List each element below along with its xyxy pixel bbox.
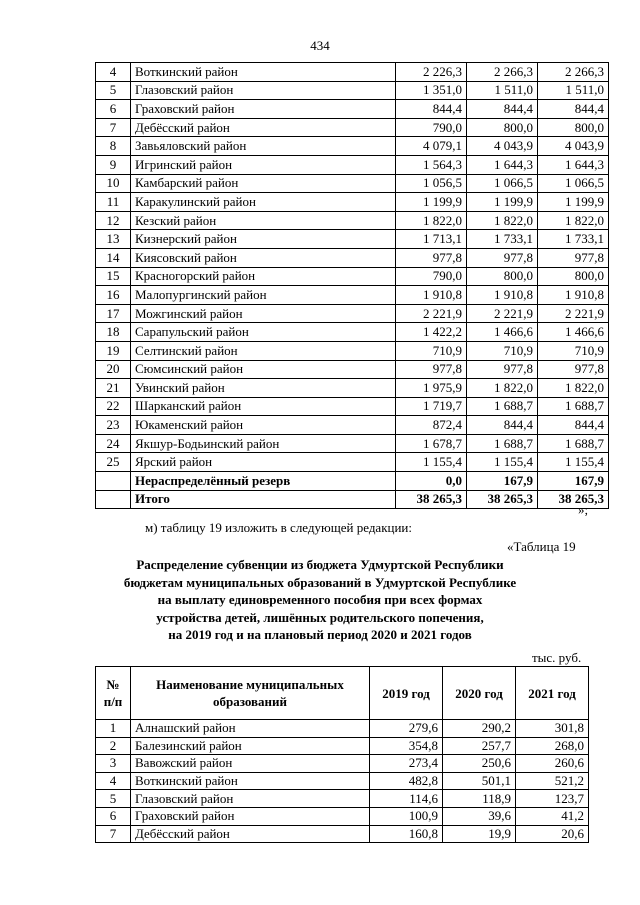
total-name: Итого	[131, 490, 396, 509]
row-value-2020: 800,0	[467, 118, 538, 137]
row-number: 20	[96, 360, 131, 379]
title-line: устройства детей, лишённых родительского попечения,	[156, 609, 484, 625]
table-row	[96, 211, 609, 230]
row-name: Дебёсский район	[131, 825, 370, 843]
allocation-table-continued	[95, 62, 609, 509]
row-number: 11	[96, 193, 131, 212]
row-value-2019: 790,0	[396, 267, 467, 286]
subvention-table-19	[95, 666, 589, 843]
row-value-2019: 790,0	[396, 118, 467, 137]
row-value-2021: 800,0	[538, 118, 609, 137]
row-value-2021: 844,4	[538, 100, 609, 119]
row-value-2020: 1 688,7	[467, 434, 538, 453]
row-name: Граховский район	[131, 807, 370, 825]
row-name: Шарканский район	[131, 397, 396, 416]
table-row	[96, 193, 609, 212]
row-value-2021: 4 043,9	[538, 137, 609, 156]
row-value-2019: 1 564,3	[396, 155, 467, 174]
table-row	[96, 118, 609, 137]
row-value-2019: 1 822,0	[396, 211, 467, 230]
row-number: 21	[96, 379, 131, 398]
row-name: Вавожский район	[131, 755, 370, 773]
row-number: 8	[96, 137, 131, 156]
row-value-2020: 501,1	[443, 772, 516, 790]
row-value-2020: 250,6	[443, 755, 516, 773]
title-line: на выплату единовременного пособия при всех формах	[157, 592, 483, 607]
row-value-2020: 1 733,1	[467, 230, 538, 249]
row-value-2021: 1 688,7	[538, 434, 609, 453]
table-row	[96, 248, 609, 267]
row-value-2020: 2 221,9	[467, 304, 538, 323]
row-value-2021: 20,6	[516, 825, 589, 843]
row-number: 9	[96, 155, 131, 174]
page-number: 434	[310, 38, 330, 53]
table-row	[96, 304, 609, 323]
row-value-2020: 1 644,3	[467, 155, 538, 174]
reserve-value-2021: 167,9	[538, 472, 609, 491]
row-value-2019: 1 422,2	[396, 323, 467, 342]
row-value-2020: 977,8	[467, 360, 538, 379]
row-value-2020: 1 822,0	[467, 379, 538, 398]
row-number: 14	[96, 248, 131, 267]
row-value-2020: 257,7	[443, 737, 516, 755]
row-number: 6	[96, 807, 131, 825]
row-value-2019: 977,8	[396, 360, 467, 379]
row-name: Кезский район	[131, 211, 396, 230]
row-value-2019: 114,6	[370, 790, 443, 808]
table-row	[96, 755, 589, 773]
row-value-2021: 710,9	[538, 341, 609, 360]
row-value-2020: 2 266,3	[467, 63, 538, 82]
total-number	[96, 490, 131, 509]
row-value-2019: 844,4	[396, 100, 467, 119]
table-row	[96, 155, 609, 174]
row-value-2019: 2 221,9	[396, 304, 467, 323]
row-value-2020: 1 688,7	[467, 397, 538, 416]
reserve-row	[96, 472, 609, 491]
row-name: Киясовский район	[131, 248, 396, 267]
row-value-2019: 273,4	[370, 755, 443, 773]
header-name: Наименование муниципальных образований	[131, 667, 370, 720]
row-value-2020: 1 910,8	[467, 286, 538, 305]
table-row	[96, 323, 609, 342]
row-name: Селтинский район	[131, 341, 396, 360]
row-name: Камбарский район	[131, 174, 396, 193]
row-name: Кизнерский район	[131, 230, 396, 249]
row-value-2019: 1 910,8	[396, 286, 467, 305]
row-value-2021: 977,8	[538, 360, 609, 379]
table-row	[96, 100, 609, 119]
row-value-2021: 1 822,0	[538, 379, 609, 398]
amendment-intro: м) таблицу 19 изложить в следующей редакции:	[145, 520, 413, 535]
row-value-2020: 844,4	[467, 100, 538, 119]
table-row	[96, 397, 609, 416]
row-value-2021: 1 155,4	[538, 453, 609, 472]
row-name: Красногорский район	[131, 267, 396, 286]
row-value-2019: 710,9	[396, 341, 467, 360]
row-value-2019: 4 079,1	[396, 137, 467, 156]
row-name: Балезинский район	[131, 737, 370, 755]
row-number: 10	[96, 174, 131, 193]
row-value-2021: 268,0	[516, 737, 589, 755]
row-number: 25	[96, 453, 131, 472]
row-number: 7	[96, 825, 131, 843]
row-name: Ярский район	[131, 453, 396, 472]
title-line: на 2019 год и на плановый период 2020 и 2021 годов	[168, 627, 472, 642]
row-name: Игринский район	[131, 155, 396, 174]
row-value-2020: 1 822,0	[467, 211, 538, 230]
closing-quote: »;	[578, 502, 589, 517]
row-value-2020: 118,9	[443, 790, 516, 808]
table-row	[96, 81, 609, 100]
table-row	[96, 416, 609, 435]
row-value-2021: 1 910,8	[538, 286, 609, 305]
row-value-2021: 1 466,6	[538, 323, 609, 342]
table-row	[96, 379, 609, 398]
total-value-2021: 38 265,3	[538, 490, 609, 509]
row-number: 4	[96, 772, 131, 790]
row-value-2019: 1 975,9	[396, 379, 467, 398]
title-line: бюджетам муниципальных образований в Удмуртской Республике	[123, 574, 517, 590]
row-value-2019: 1 351,0	[396, 81, 467, 100]
row-value-2020: 4 043,9	[467, 137, 538, 156]
row-value-2019: 1 713,1	[396, 230, 467, 249]
row-name: Можгинский район	[131, 304, 396, 323]
row-value-2021: 2 221,9	[538, 304, 609, 323]
header-number: № п/п	[96, 667, 131, 720]
row-value-2019: 1 719,7	[396, 397, 467, 416]
row-name: Юкаменский район	[131, 416, 396, 435]
row-number: 2	[96, 737, 131, 755]
row-value-2019: 977,8	[396, 248, 467, 267]
table-row	[96, 137, 609, 156]
row-number: 5	[96, 790, 131, 808]
table-row	[96, 772, 589, 790]
table-row	[96, 230, 609, 249]
table-row	[96, 790, 589, 808]
row-value-2019: 279,6	[370, 720, 443, 738]
reserve-value-2019: 0,0	[396, 472, 467, 491]
row-value-2021: 41,2	[516, 807, 589, 825]
row-number: 12	[96, 211, 131, 230]
row-number: 5	[96, 81, 131, 100]
row-value-2021: 301,8	[516, 720, 589, 738]
row-number: 7	[96, 118, 131, 137]
row-value-2021: 1 688,7	[538, 397, 609, 416]
row-name: Завьяловский район	[131, 137, 396, 156]
row-value-2020: 844,4	[467, 416, 538, 435]
reserve-number	[96, 472, 131, 491]
table-title	[60, 556, 580, 644]
header-2021: 2021 год	[516, 667, 589, 720]
table-row	[96, 286, 609, 305]
table-row	[96, 720, 589, 738]
row-number: 16	[96, 286, 131, 305]
row-value-2019: 354,8	[370, 737, 443, 755]
row-value-2020: 1 199,9	[467, 193, 538, 212]
row-value-2021: 800,0	[538, 267, 609, 286]
header-2019: 2019 год	[370, 667, 443, 720]
table-row	[96, 737, 589, 755]
table-label: «Таблица 19	[507, 539, 576, 554]
row-value-2020: 710,9	[467, 341, 538, 360]
table-row	[96, 807, 589, 825]
table-row	[96, 174, 609, 193]
row-value-2019: 1 155,4	[396, 453, 467, 472]
row-value-2019: 100,9	[370, 807, 443, 825]
row-value-2019: 1 678,7	[396, 434, 467, 453]
row-number: 23	[96, 416, 131, 435]
row-value-2019: 160,8	[370, 825, 443, 843]
row-name: Сюмсинский район	[131, 360, 396, 379]
row-value-2020: 800,0	[467, 267, 538, 286]
row-value-2021: 1 199,9	[538, 193, 609, 212]
row-value-2020: 1 466,6	[467, 323, 538, 342]
row-name: Глазовский район	[131, 790, 370, 808]
row-name: Граховский район	[131, 100, 396, 119]
row-name: Якшур-Бодьинский район	[131, 434, 396, 453]
reserve-name: Нераспределённый резерв	[131, 472, 396, 491]
table-row	[96, 63, 609, 82]
table-row	[96, 360, 609, 379]
row-value-2020: 290,2	[443, 720, 516, 738]
row-value-2019: 482,8	[370, 772, 443, 790]
row-name: Алнашский район	[131, 720, 370, 738]
row-number: 19	[96, 341, 131, 360]
row-value-2021: 1 066,5	[538, 174, 609, 193]
row-value-2021: 977,8	[538, 248, 609, 267]
header-2020: 2020 год	[443, 667, 516, 720]
row-value-2019: 1 199,9	[396, 193, 467, 212]
table-row	[96, 825, 589, 843]
row-value-2020: 1 155,4	[467, 453, 538, 472]
units-label: тыс. руб.	[532, 650, 582, 665]
total-value-2019: 38 265,3	[396, 490, 467, 509]
row-number: 3	[96, 755, 131, 773]
row-number: 18	[96, 323, 131, 342]
row-name: Глазовский район	[131, 81, 396, 100]
row-value-2021: 844,4	[538, 416, 609, 435]
row-value-2019: 872,4	[396, 416, 467, 435]
row-value-2020: 1 066,5	[467, 174, 538, 193]
row-number: 1	[96, 720, 131, 738]
row-value-2021: 1 644,3	[538, 155, 609, 174]
row-value-2021: 260,6	[516, 755, 589, 773]
row-number: 15	[96, 267, 131, 286]
row-number: 17	[96, 304, 131, 323]
row-value-2019: 1 056,5	[396, 174, 467, 193]
row-number: 13	[96, 230, 131, 249]
row-value-2021: 1 511,0	[538, 81, 609, 100]
row-value-2019: 2 226,3	[396, 63, 467, 82]
table-row	[96, 434, 609, 453]
row-value-2020: 1 511,0	[467, 81, 538, 100]
row-name: Каракулинский район	[131, 193, 396, 212]
title-line: Распределение субвенции из бюджета Удмуртской Республики	[136, 557, 504, 572]
row-name: Дебёсский район	[131, 118, 396, 137]
row-value-2021: 1 733,1	[538, 230, 609, 249]
row-value-2021: 2 266,3	[538, 63, 609, 82]
row-value-2021: 521,2	[516, 772, 589, 790]
total-row	[96, 490, 609, 509]
total-value-2020: 38 265,3	[467, 490, 538, 509]
row-number: 4	[96, 63, 131, 82]
reserve-value-2020: 167,9	[467, 472, 538, 491]
row-value-2021: 1 822,0	[538, 211, 609, 230]
row-value-2021: 123,7	[516, 790, 589, 808]
row-number: 24	[96, 434, 131, 453]
table-row	[96, 341, 609, 360]
row-value-2020: 39,6	[443, 807, 516, 825]
row-number: 22	[96, 397, 131, 416]
row-name: Малопургинский район	[131, 286, 396, 305]
header-row	[96, 667, 589, 720]
row-name: Воткинский район	[131, 772, 370, 790]
row-number: 6	[96, 100, 131, 119]
table-row	[96, 453, 609, 472]
table-row	[96, 267, 609, 286]
row-value-2020: 977,8	[467, 248, 538, 267]
row-name: Воткинский район	[131, 63, 396, 82]
row-name: Сарапульский район	[131, 323, 396, 342]
row-value-2020: 19,9	[443, 825, 516, 843]
row-name: Увинский район	[131, 379, 396, 398]
